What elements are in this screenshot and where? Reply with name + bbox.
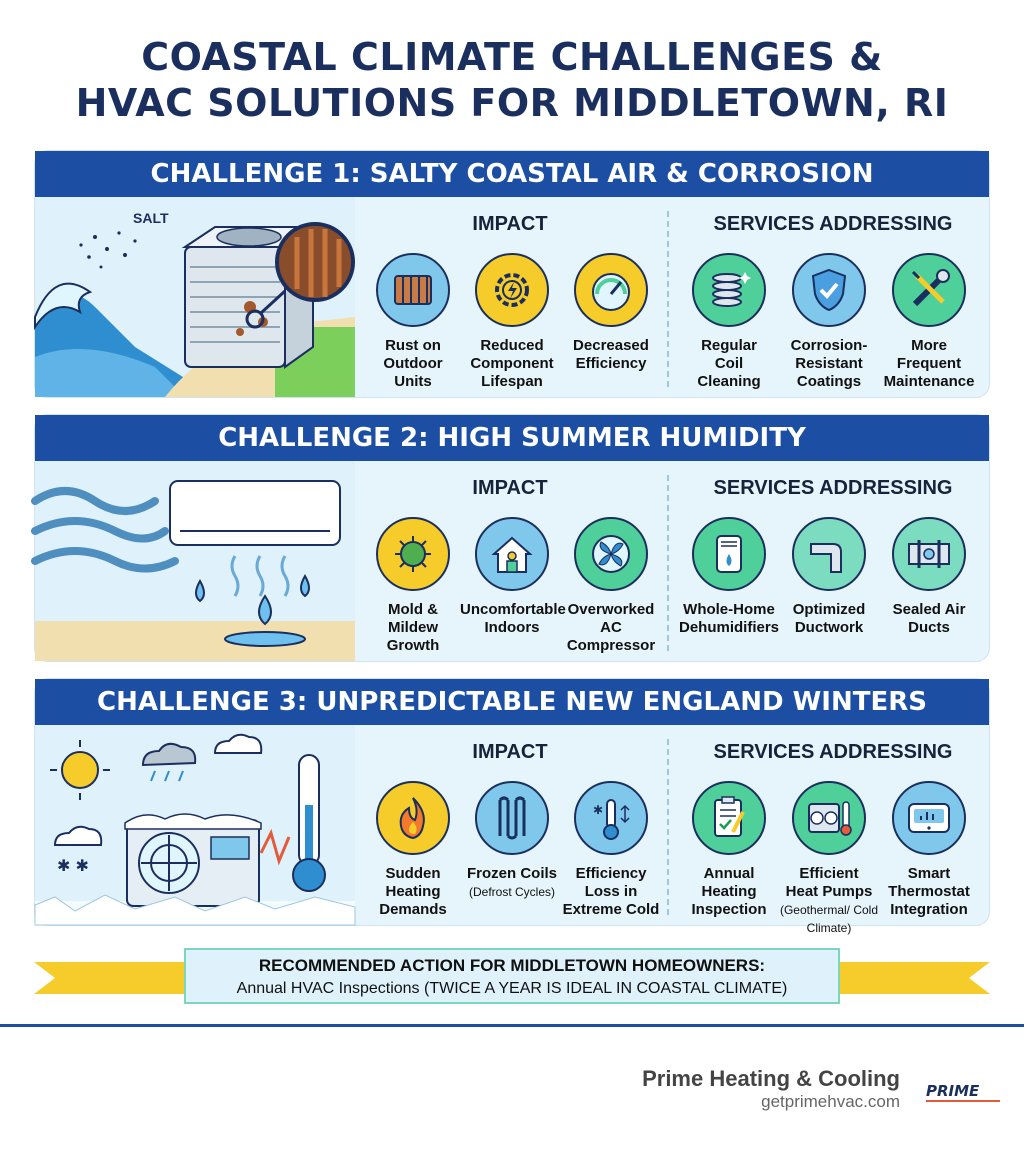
impact-overworked-ac-compressor: [559, 517, 663, 655]
impact-label: Sudden Heating Demands: [379, 865, 447, 918]
services-heading: SERVICES ADDRESSING: [713, 477, 953, 499]
impact-heading: IMPACT: [472, 741, 548, 763]
title-line-1: COASTAL CLIMATE CHALLENGES &: [141, 35, 883, 79]
wrench-screwdriver-icon: [892, 253, 966, 327]
gauge-icon: [574, 253, 648, 327]
service-annual-heating-inspection: [677, 781, 781, 919]
winter-scene-illustration: [35, 725, 355, 925]
duct-pipe-icon: [792, 517, 866, 591]
flame-icon: [376, 781, 450, 855]
smart-thermostat-icon: [892, 781, 966, 855]
impact-label: Frozen Coils (Defrost Cycles): [460, 865, 564, 901]
impact-label: Rust on Outdoor Units: [383, 337, 443, 390]
column-divider: [667, 211, 669, 387]
svg-text:PRIME: PRIME: [926, 1082, 980, 1100]
service-whole-home-dehumidifiers: [677, 517, 781, 637]
dehumidifier-icon: [692, 517, 766, 591]
impact-label: Overworked AC Compressor: [566, 601, 656, 654]
challenge-3-panel: [34, 678, 990, 935]
challenge-1-panel: [34, 150, 990, 398]
fan-icon: [574, 517, 648, 591]
service-efficient-heat-pumps: [777, 781, 881, 937]
impact-label: Mold & Mildew Growth: [386, 601, 440, 654]
impact-frozen-coils: [460, 781, 564, 901]
service-smart-thermostat-integration: [877, 781, 981, 919]
svg-text:✱ ✱: ✱ ✱: [57, 856, 89, 875]
rust-magnifier-icon: [277, 224, 353, 300]
service-corrosion-resistant-coatings: [777, 253, 881, 391]
shield-check-icon: [792, 253, 866, 327]
impact-label: Reduced Component Lifespan: [470, 337, 554, 390]
service-more-frequent-maintenance: [877, 253, 981, 391]
ribbon-left-decoration: [34, 962, 184, 994]
cold-thermometer-icon: [574, 781, 648, 855]
brand-url[interactable]: getprimehvac.com: [761, 1092, 900, 1111]
impact-uncomfortable-indoors: [460, 517, 564, 637]
impact-label: Decreased Efficiency: [573, 337, 649, 372]
recommendation-heading: RECOMMENDED ACTION FOR MIDDLETOWN HOMEOWNERS:: [258, 956, 766, 975]
service-label: More Frequent Maintenance: [883, 337, 975, 390]
challenge-1-title: CHALLENGE 1: SALTY COASTAL AIR & CORROSION: [35, 151, 989, 197]
radiator-rust-icon: [376, 253, 450, 327]
column-divider: [667, 739, 669, 915]
frozen-coil-icon: [475, 781, 549, 855]
brand-name: Prime Heating & Cooling: [642, 1066, 900, 1091]
heat-pump-icon: [792, 781, 866, 855]
service-regular-coil-cleaning: [677, 253, 781, 391]
impact-efficiency-loss-extreme-cold: [559, 781, 663, 919]
salt-label: SALT: [133, 210, 169, 226]
wall-ac-unit: [170, 481, 340, 545]
impact-mold-mildew-growth: [361, 517, 465, 655]
svg-text:✱: ✱: [593, 803, 604, 817]
impact-sudden-heating-demands: [361, 781, 465, 919]
impact-reduced-component-lifespan: [460, 253, 564, 391]
house-person-icon: [475, 517, 549, 591]
challenge-3-title: CHALLENGE 3: UNPREDICTABLE NEW ENGLAND WINTERS: [35, 679, 989, 725]
service-label: Whole-Home Dehumidifiers: [678, 601, 780, 636]
ribbon-right-decoration: [840, 962, 990, 994]
service-note: (Geothermal/ Cold Climate): [779, 903, 879, 935]
services-heading: SERVICES ADDRESSING: [713, 213, 953, 235]
mold-icon: [376, 517, 450, 591]
recommendation-box: [184, 948, 840, 1004]
impact-note: (Defrost Cycles): [468, 885, 555, 899]
services-heading: SERVICES ADDRESSING: [713, 741, 953, 763]
impact-label: Uncomfortable Indoors: [460, 601, 566, 636]
footer-divider: [0, 1024, 1024, 1027]
service-label: Optimized Ductwork: [792, 601, 866, 636]
prime-logo: [924, 1080, 1004, 1106]
impact-heading: IMPACT: [472, 477, 548, 499]
sealed-duct-icon: [892, 517, 966, 591]
impact-label: Efficiency Loss in Extreme Cold: [562, 865, 660, 918]
title-line-2: HVAC SOLUTIONS FOR MIDDLETOWN, RI: [75, 81, 949, 125]
salty-air-scene-illustration: [35, 197, 355, 397]
column-divider: [667, 475, 669, 651]
service-label: Sealed Air Ducts: [892, 601, 966, 636]
recommendation-banner: [34, 946, 990, 1006]
service-label: Smart Thermostat Integration: [888, 865, 970, 918]
gear-lightning-icon: [475, 253, 549, 327]
recommendation-text: Annual HVAC Inspections (TWICE A YEAR IS IDEAL IN COASTAL CLIMATE): [236, 980, 788, 997]
service-optimized-ductwork: [777, 517, 881, 637]
impact-heading: IMPACT: [472, 213, 548, 235]
challenge-2-panel: [34, 414, 990, 662]
service-label: Annual Heating Inspection: [691, 865, 767, 918]
impact-decreased-efficiency: [559, 253, 663, 373]
impact-rust-on-outdoor-units: [361, 253, 465, 391]
frosted-heat-pump: [125, 814, 261, 906]
page-title: [0, 34, 1024, 126]
clipboard-check-icon: [692, 781, 766, 855]
service-sealed-air-ducts: [877, 517, 981, 637]
coil-icon: [692, 253, 766, 327]
service-label: Efficient Heat Pumps (Geothermal/ Cold Climate): [777, 865, 881, 937]
service-label: Regular Coil Cleaning: [697, 337, 761, 390]
service-label: Corrosion- Resistant Coatings: [790, 337, 868, 390]
humidity-scene-illustration: [35, 461, 355, 661]
challenge-2-title: CHALLENGE 2: HIGH SUMMER HUMIDITY: [35, 415, 989, 461]
